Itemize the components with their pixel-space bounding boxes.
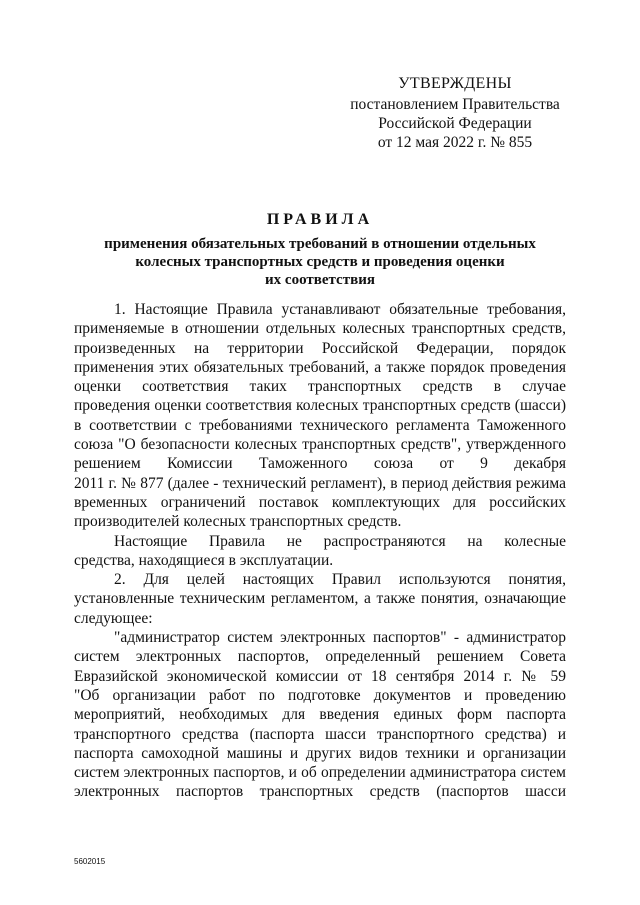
- body-line: средства, находящиеся в эксплуатации.: [74, 551, 334, 569]
- document-code: 5602015: [74, 857, 106, 866]
- approval-line-3: от 12 мая 2022 г. № 855: [377, 134, 533, 151]
- body-line: следующее:: [74, 609, 153, 627]
- body-line: Настоящие Правила не распространяются на колесные: [114, 532, 566, 550]
- approval-block: [335, 74, 575, 152]
- body-line: 2. Для целей настоящих Правил используются понятия,: [114, 571, 566, 589]
- body-line: систем электронных паспортов, и об определении администратора систем: [74, 764, 566, 782]
- body-line: паспорта самоходной машины и других видов техники и организации: [74, 744, 566, 762]
- subtitle-line-3: их соответствия: [265, 272, 375, 288]
- body-line: оценки соответствия таких транспортных средств в случае: [74, 378, 566, 396]
- body-line: союза "О безопасности колесных транспортных средств", утвержденного: [74, 436, 566, 454]
- body-line: решением Комиссии Таможенного союза от 9 декабря: [74, 455, 566, 473]
- body-line: проведения оценки соответствия колесных транспортных средств (шасси): [74, 397, 566, 415]
- body-line: установленные техническим регламентом, а также понятия, означающие: [74, 590, 566, 608]
- body-line: применения этих обязательных требований, а также порядок проведения: [74, 358, 566, 376]
- body-line: транспортного средства (паспорта шасси транспортного средства) и: [74, 725, 566, 743]
- body-line: временных ограничений поставок комплектующих для российских: [74, 493, 566, 511]
- approval-line-1: постановлением Правительства: [350, 96, 560, 113]
- subtitle-line-2: колесных транспортных средств и проведения оценки: [135, 254, 505, 270]
- body-line: применяемые в отношении отдельных колесных транспортных средств,: [74, 320, 566, 338]
- body-line: производителей колесных транспортных средств.: [74, 513, 402, 531]
- body-line: "администратор систем электронных паспортов" - администратор: [114, 629, 566, 647]
- body-line: произведенных на территории Российской Федерации, порядок: [74, 339, 566, 357]
- approval-line-2: Российской Федерации: [378, 115, 532, 132]
- approval-heading: УТВЕРЖДЕНЫ: [398, 75, 512, 92]
- body-line: систем электронных паспортов, определенный решением Совета: [74, 648, 566, 666]
- body-line: 2011 г. № 877 (далее - технический регламент), в период действия режима: [74, 474, 566, 492]
- subtitle-line-1: применения обязательных требований в отношении отдельных: [104, 236, 536, 252]
- document-title: ПРАВИЛА: [266, 211, 374, 228]
- body-line: мероприятий, необходимых для введения единых форм паспорта: [74, 706, 566, 724]
- body-line: Евразийской экономической комиссии от 18 сентября 2014 г. № 59: [74, 667, 566, 685]
- body-line: в соответствии с требованиями технического регламента Таможенного: [74, 416, 566, 434]
- body-line: электронных паспортов транспортных средств (паспортов шасси: [74, 783, 566, 801]
- document-body: [74, 300, 566, 802]
- body-line: "Об организации работ по подготовке документов и проведению: [74, 686, 566, 704]
- body-line: 1. Настоящие Правила устанавливают обязательные требования,: [114, 301, 566, 318]
- document-subtitle: [100, 235, 540, 289]
